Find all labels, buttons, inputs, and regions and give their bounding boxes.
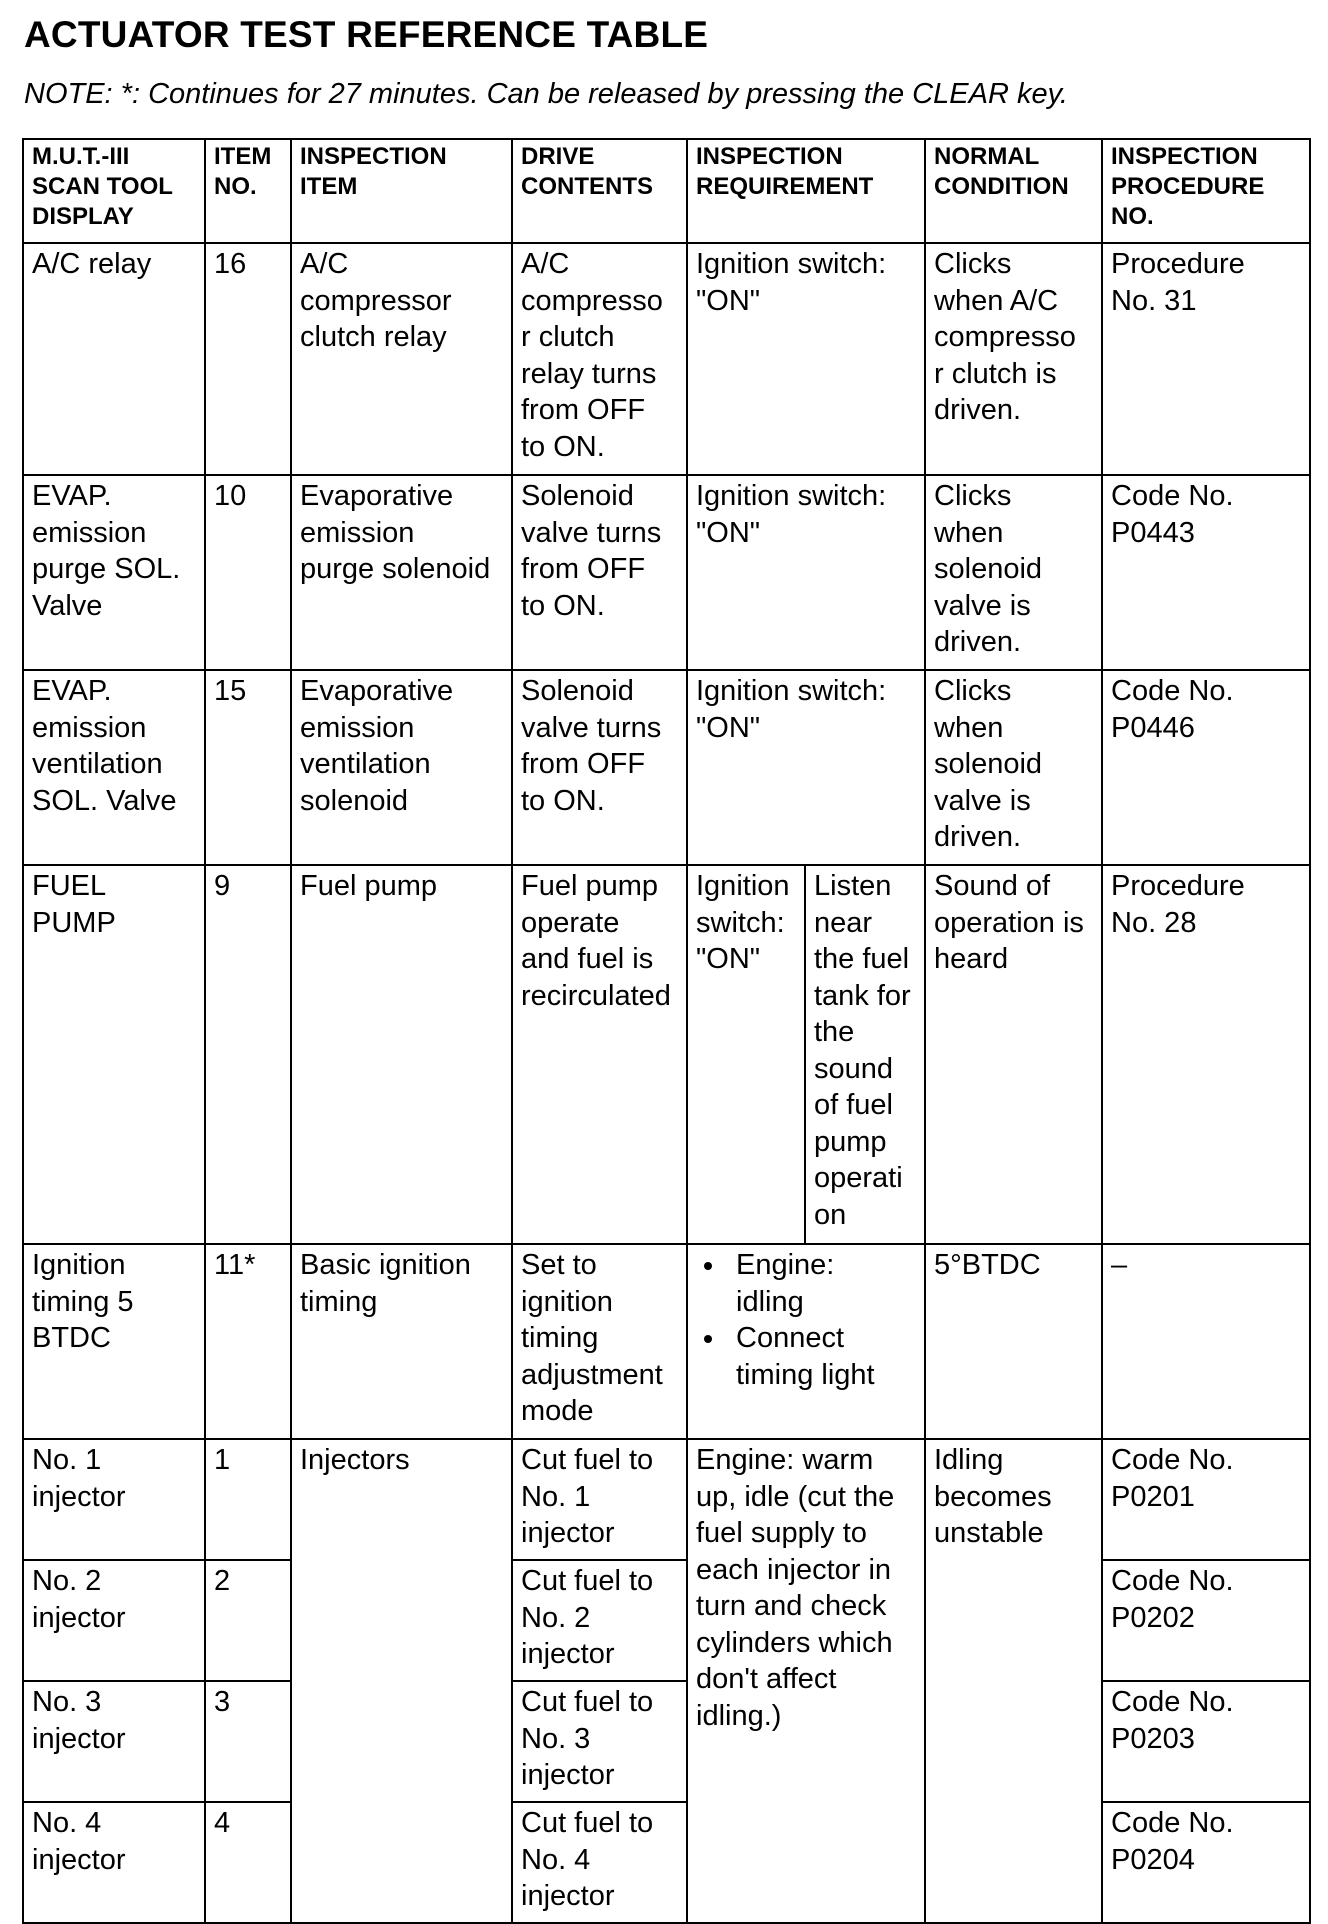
cell-display: Ignition timing 5 BTDC <box>23 1244 205 1439</box>
cell-procedure: Code No. P0204 <box>1102 1802 1310 1923</box>
table-row-injector-4 <box>23 1802 1310 1923</box>
cell-requirement: Ignition switch: "ON" <box>687 670 925 865</box>
table-row-evap-vent <box>23 670 1310 865</box>
cell-inspection-item: Basic ignition timing <box>291 1244 512 1439</box>
cell-requirement-condition: Ignition switch: "ON" <box>687 865 805 1244</box>
cell-normal-condition: Clicks when solenoid valve is driven. <box>925 475 1102 670</box>
table-row-injector-1 <box>23 1439 1310 1560</box>
cell-procedure: Code No. P0443 <box>1102 475 1310 670</box>
cell-item-no: 2 <box>205 1560 291 1681</box>
cell-inspection-item: A/C compressor clutch relay <box>291 243 512 475</box>
header-item-no: ITEM NO. <box>205 139 291 243</box>
table-row-evap-purge <box>23 475 1310 670</box>
cell-display: No. 4 injector <box>23 1802 205 1923</box>
bullet-icon <box>704 1335 712 1343</box>
cell-drive-contents: Cut fuel to No. 2 injector <box>512 1560 687 1681</box>
list-item: Engine: idling <box>696 1247 916 1320</box>
cell-item-no: 9 <box>205 865 291 1244</box>
cell-requirement-injectors: Engine: warm up, idle (cut the fuel supply to each injector in turn and check cylinders which don't affect idling.) <box>687 1439 925 1923</box>
cell-drive-contents: A/C compresso r clutch relay turns from OFF to ON. <box>512 243 687 475</box>
cell-inspection-item: Fuel pump <box>291 865 512 1244</box>
cell-inspection-item: Evaporative emission ventilation solenoid <box>291 670 512 865</box>
cell-drive-contents: Fuel pump operate and fuel is recirculated <box>512 865 687 1244</box>
cell-item-no: 11* <box>205 1244 291 1439</box>
cell-item-no: 10 <box>205 475 291 670</box>
cell-display: No. 3 injector <box>23 1681 205 1802</box>
cell-display: No. 2 injector <box>23 1560 205 1681</box>
requirement-bullet-list <box>696 1247 916 1393</box>
table-row-ignition-timing <box>23 1244 1310 1439</box>
cell-normal-condition: Sound of operation is heard <box>925 865 1102 1244</box>
cell-procedure: Procedure No. 28 <box>1102 865 1310 1244</box>
header-scan-tool-display: M.U.T.-III SCAN TOOL DISPLAY <box>23 139 205 243</box>
cell-drive-contents: Solenoid valve turns from OFF to ON. <box>512 670 687 865</box>
cell-drive-contents: Set to ignition timing adjustment mode <box>512 1244 687 1439</box>
cell-procedure: Procedure No. 31 <box>1102 243 1310 475</box>
table-row-fuel-pump <box>23 865 1310 1244</box>
cell-normal-condition-injectors: Idling becomes unstable <box>925 1439 1102 1923</box>
page-title: ACTUATOR TEST REFERENCE TABLE <box>24 14 709 55</box>
cell-normal-condition: 5°BTDC <box>925 1244 1102 1439</box>
header-drive-contents: DRIVE CONTENTS <box>512 139 687 243</box>
note-text: NOTE: *: Continues for 27 minutes. Can be released by pressing the CLEAR key. <box>24 78 1068 110</box>
cell-item-no: 1 <box>205 1439 291 1560</box>
cell-item-no: 16 <box>205 243 291 475</box>
cell-requirement-detail: Listen near the fuel tank for the sound of fuel pump operati on <box>805 865 925 1244</box>
cell-procedure: Code No. P0446 <box>1102 670 1310 865</box>
cell-drive-contents: Solenoid valve turns from OFF to ON. <box>512 475 687 670</box>
actuator-test-table <box>22 138 1311 1924</box>
header-inspection-procedure: INSPECTION PROCEDURE NO. <box>1102 139 1310 243</box>
cell-procedure: Code No. P0203 <box>1102 1681 1310 1802</box>
cell-display: EVAP. emission purge SOL. Valve <box>23 475 205 670</box>
bullet-icon <box>704 1262 712 1270</box>
table-row-injector-2 <box>23 1560 1310 1681</box>
cell-display: FUEL PUMP <box>23 865 205 1244</box>
cell-procedure: – <box>1102 1244 1310 1439</box>
table-row-injector-3 <box>23 1681 1310 1802</box>
cell-display: A/C relay <box>23 243 205 475</box>
cell-item-no: 15 <box>205 670 291 865</box>
header-normal-condition: NORMAL CONDITION <box>925 139 1102 243</box>
cell-procedure: Code No. P0201 <box>1102 1439 1310 1560</box>
cell-requirement: Ignition switch: "ON" <box>687 243 925 475</box>
cell-inspection-item-injectors: Injectors <box>291 1439 512 1923</box>
list-item: Connect timing light <box>696 1320 916 1393</box>
cell-procedure: Code No. P0202 <box>1102 1560 1310 1681</box>
cell-drive-contents: Cut fuel to No. 3 injector <box>512 1681 687 1802</box>
table-row-ac-relay <box>23 243 1310 475</box>
cell-drive-contents: Cut fuel to No. 1 injector <box>512 1439 687 1560</box>
cell-display: EVAP. emission ventilation SOL. Valve <box>23 670 205 865</box>
cell-requirement <box>687 1244 925 1439</box>
cell-item-no: 3 <box>205 1681 291 1802</box>
cell-normal-condition: Clicks when A/C compresso r clutch is driven. <box>925 243 1102 475</box>
header-inspection-requirement: INSPECTION REQUIREMENT <box>687 139 925 243</box>
header-inspection-item: INSPECTION ITEM <box>291 139 512 243</box>
cell-requirement: Ignition switch: "ON" <box>687 475 925 670</box>
cell-display: No. 1 injector <box>23 1439 205 1560</box>
cell-inspection-item: Evaporative emission purge solenoid <box>291 475 512 670</box>
cell-item-no: 4 <box>205 1802 291 1923</box>
cell-drive-contents: Cut fuel to No. 4 injector <box>512 1802 687 1923</box>
cell-normal-condition: Clicks when solenoid valve is driven. <box>925 670 1102 865</box>
header-row <box>23 139 1310 243</box>
